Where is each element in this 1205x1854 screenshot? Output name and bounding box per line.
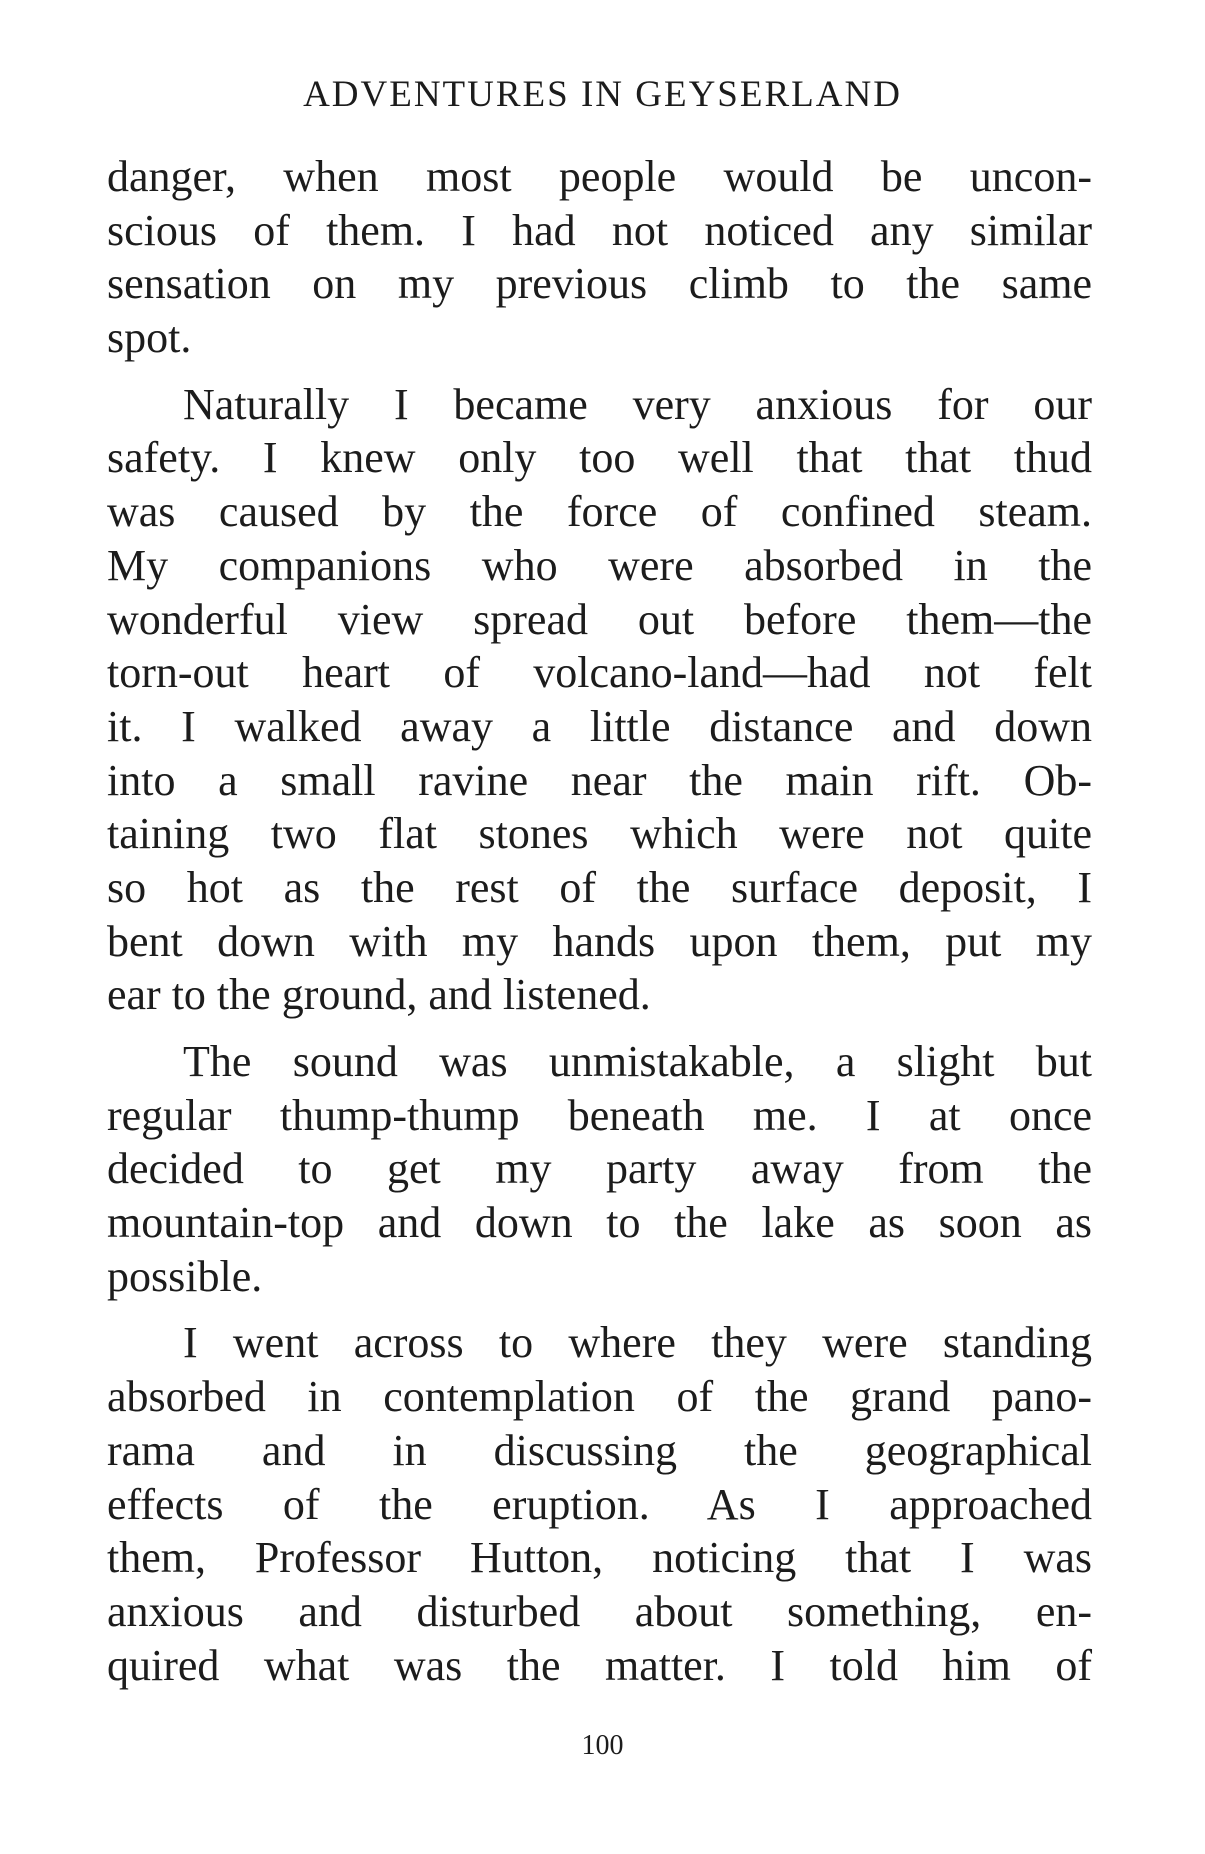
paragraph xyxy=(107,1316,1092,1692)
text-line: bent down with my hands upon them, put my xyxy=(107,916,1092,966)
page-number: 100 xyxy=(581,1730,624,1761)
text-line: taining two flat stones which were not quite xyxy=(107,809,1092,859)
text-line: wonderful view spread out before them—the xyxy=(107,594,1092,644)
text-line: scious of them. I had not noticed any similar xyxy=(107,205,1092,255)
text-line: regular thump-thump beneath me. I at once xyxy=(107,1090,1092,1140)
text-line: torn-out heart of volcano-land—had not felt xyxy=(107,648,1092,698)
text-line: ear to the ground, and listened. xyxy=(107,970,651,1020)
text-line: effects of the eruption. As I approached xyxy=(107,1479,1092,1529)
text-line: quired what was the matter. I told him of xyxy=(107,1640,1092,1690)
text-line: them, Professor Hutton, noticing that I was xyxy=(107,1533,1092,1583)
paragraph xyxy=(107,150,1092,365)
text-line: it. I walked away a little distance and down xyxy=(107,701,1092,751)
text-line: absorbed in contemplation of the grand pano- xyxy=(107,1372,1092,1422)
text-line: decided to get my party away from the xyxy=(107,1144,1092,1194)
text-line: I went across to where they were standing xyxy=(183,1318,1092,1368)
text-line: so hot as the rest of the surface deposit, I xyxy=(107,862,1092,912)
text-line: rama and in discussing the geographical xyxy=(107,1425,1092,1475)
text-line: sensation on my previous climb to the same xyxy=(107,259,1092,309)
text-line: Naturally I became very anxious for our xyxy=(183,379,1092,429)
body-text xyxy=(107,150,1092,1692)
text-line: was caused by the force of confined steam. xyxy=(107,487,1092,537)
text-line: My companions who were absorbed in the xyxy=(107,540,1092,590)
text-line: mountain-top and down to the lake as soon as xyxy=(107,1198,1092,1248)
text-line: possible. xyxy=(107,1251,263,1301)
text-line: danger, when most people would be uncon- xyxy=(107,152,1092,201)
paragraph xyxy=(107,1035,1092,1303)
text-line: The sound was unmistakable, a slight but xyxy=(183,1037,1092,1086)
text-line: spot. xyxy=(107,313,192,363)
text-line: into a small ravine near the main rift. Ob- xyxy=(107,755,1092,805)
paragraph xyxy=(107,378,1092,1022)
running-head: ADVENTURES IN GEYSERLAND xyxy=(303,74,902,115)
text-line: anxious and disturbed about something, en- xyxy=(107,1586,1092,1636)
text-line: safety. I knew only too well that that thud xyxy=(107,433,1092,483)
